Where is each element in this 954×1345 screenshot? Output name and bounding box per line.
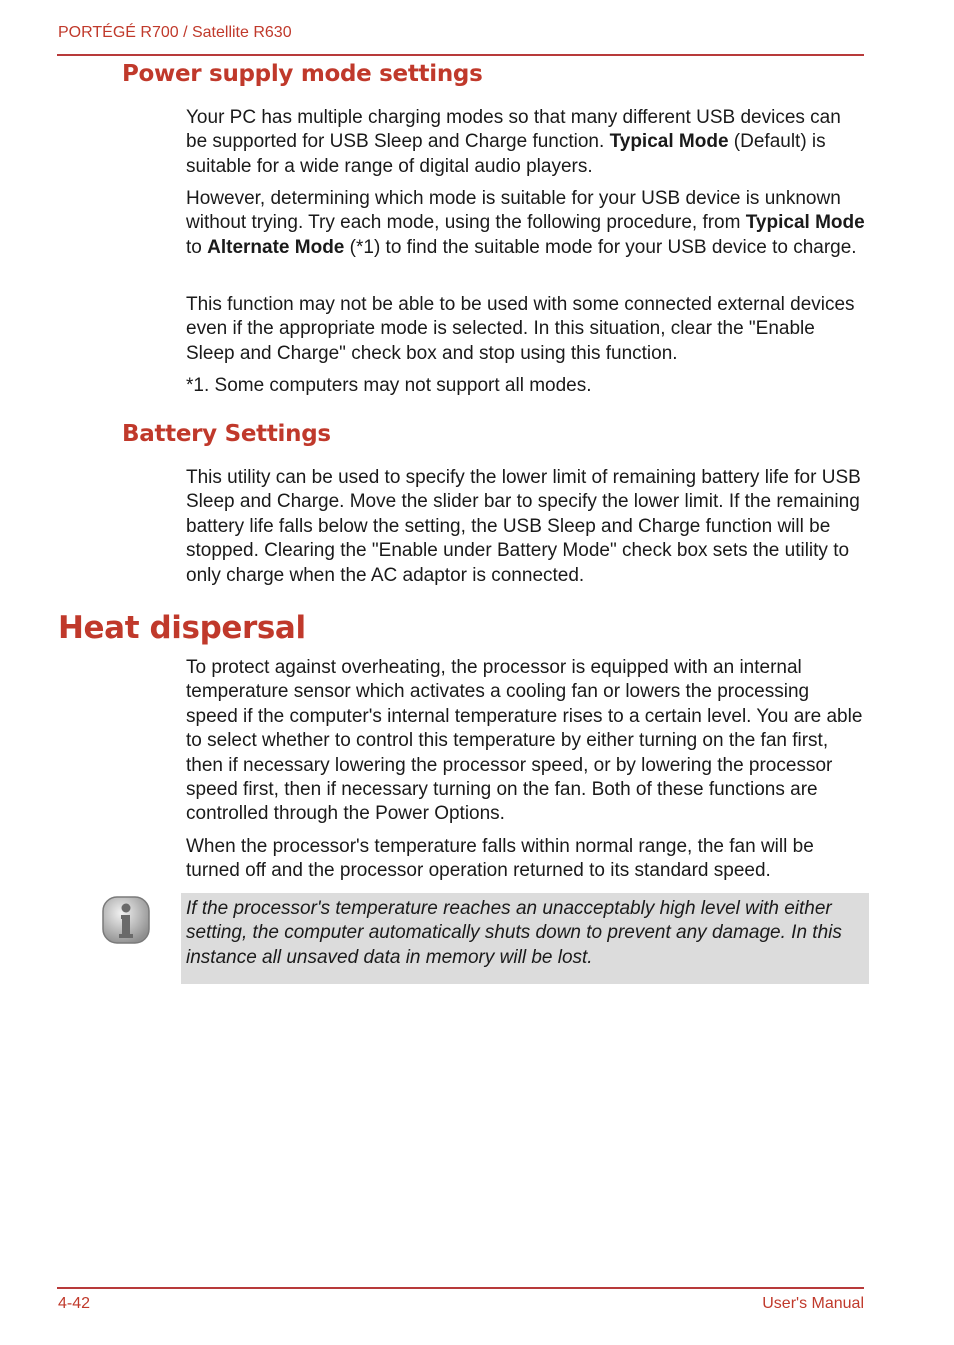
header-rule [57, 54, 864, 56]
paragraph: To protect against overheating, the processor is equipped with an internal temperature sensor which activates a cooling fan or lowers the processing speed if the computer's internal temperature rises to a certain level. You are able to select whether to control this temperature by either turning on the fan first, then if necessary lowering the processor speed, or by lowering the processor speed first, then if necessary turning on the fan. Both of these functions are controlled through the Power Options. [186, 657, 863, 825]
text-run: (*1) to find the suitable mode for your USB device to charge. [344, 236, 857, 258]
paragraph: When the processor's temperature falls within normal range, the fan will be turned off and the processor operation returned to its standard speed. [186, 836, 814, 882]
text-run: However, determining which mode is suitable for your USB device is unknown without trying. Try each mode, using the following procedure, from [186, 188, 841, 234]
page-number: 4-42 [58, 1295, 91, 1312]
paragraph [186, 187, 866, 260]
text-run: to [186, 236, 208, 258]
info-icon [100, 894, 154, 948]
bold-term: Typical Mode [745, 212, 865, 234]
paragraph: This function may not be able to be used with some connected external devices even if the appropriate mode is selected. In this situation, clear the "Enable Sleep and Charge" check box and stop using this function. [186, 294, 855, 364]
text-run: (Default) is suitable for a wide range of digital audio players. [186, 131, 826, 177]
text-run: Your PC has multiple charging modes so that many different USB devices can be supported for USB Sleep and Charge function. [186, 107, 841, 153]
bold-term: Alternate Mode [207, 236, 345, 258]
bold-term: Typical Mode [609, 131, 729, 153]
paragraph [186, 106, 866, 179]
footnote: *1. Some computers may not support all modes. [186, 375, 592, 396]
chapter-heading-heat-dispersal: Heat dispersal [58, 610, 306, 646]
paragraph: This utility can be used to specify the lower limit of remaining battery life for USB Sleep and Charge. Move the slider bar to specify the lower limit. If the remaining battery life falls below the setting, the USB Sleep and Charge function will be stopped. Clearing the "Enable under Battery Mode" check box sets the utility to only charge when the AC adaptor is connected. [186, 467, 861, 586]
note-text: If the processor's temperature reaches an unacceptably high level with either setting, the computer automatically shuts down to prevent any damage. In this instance all unsaved data in memory will be lost. [186, 898, 842, 968]
section-heading-power-supply: Power supply mode settings [122, 61, 483, 87]
note-box [181, 893, 869, 984]
running-header: PORTÉGÉ R700 / Satellite R630 [58, 24, 292, 41]
section-heading-battery: Battery Settings [122, 421, 331, 447]
footer-rule [57, 1287, 864, 1289]
manual-title: User's Manual [762, 1295, 864, 1312]
